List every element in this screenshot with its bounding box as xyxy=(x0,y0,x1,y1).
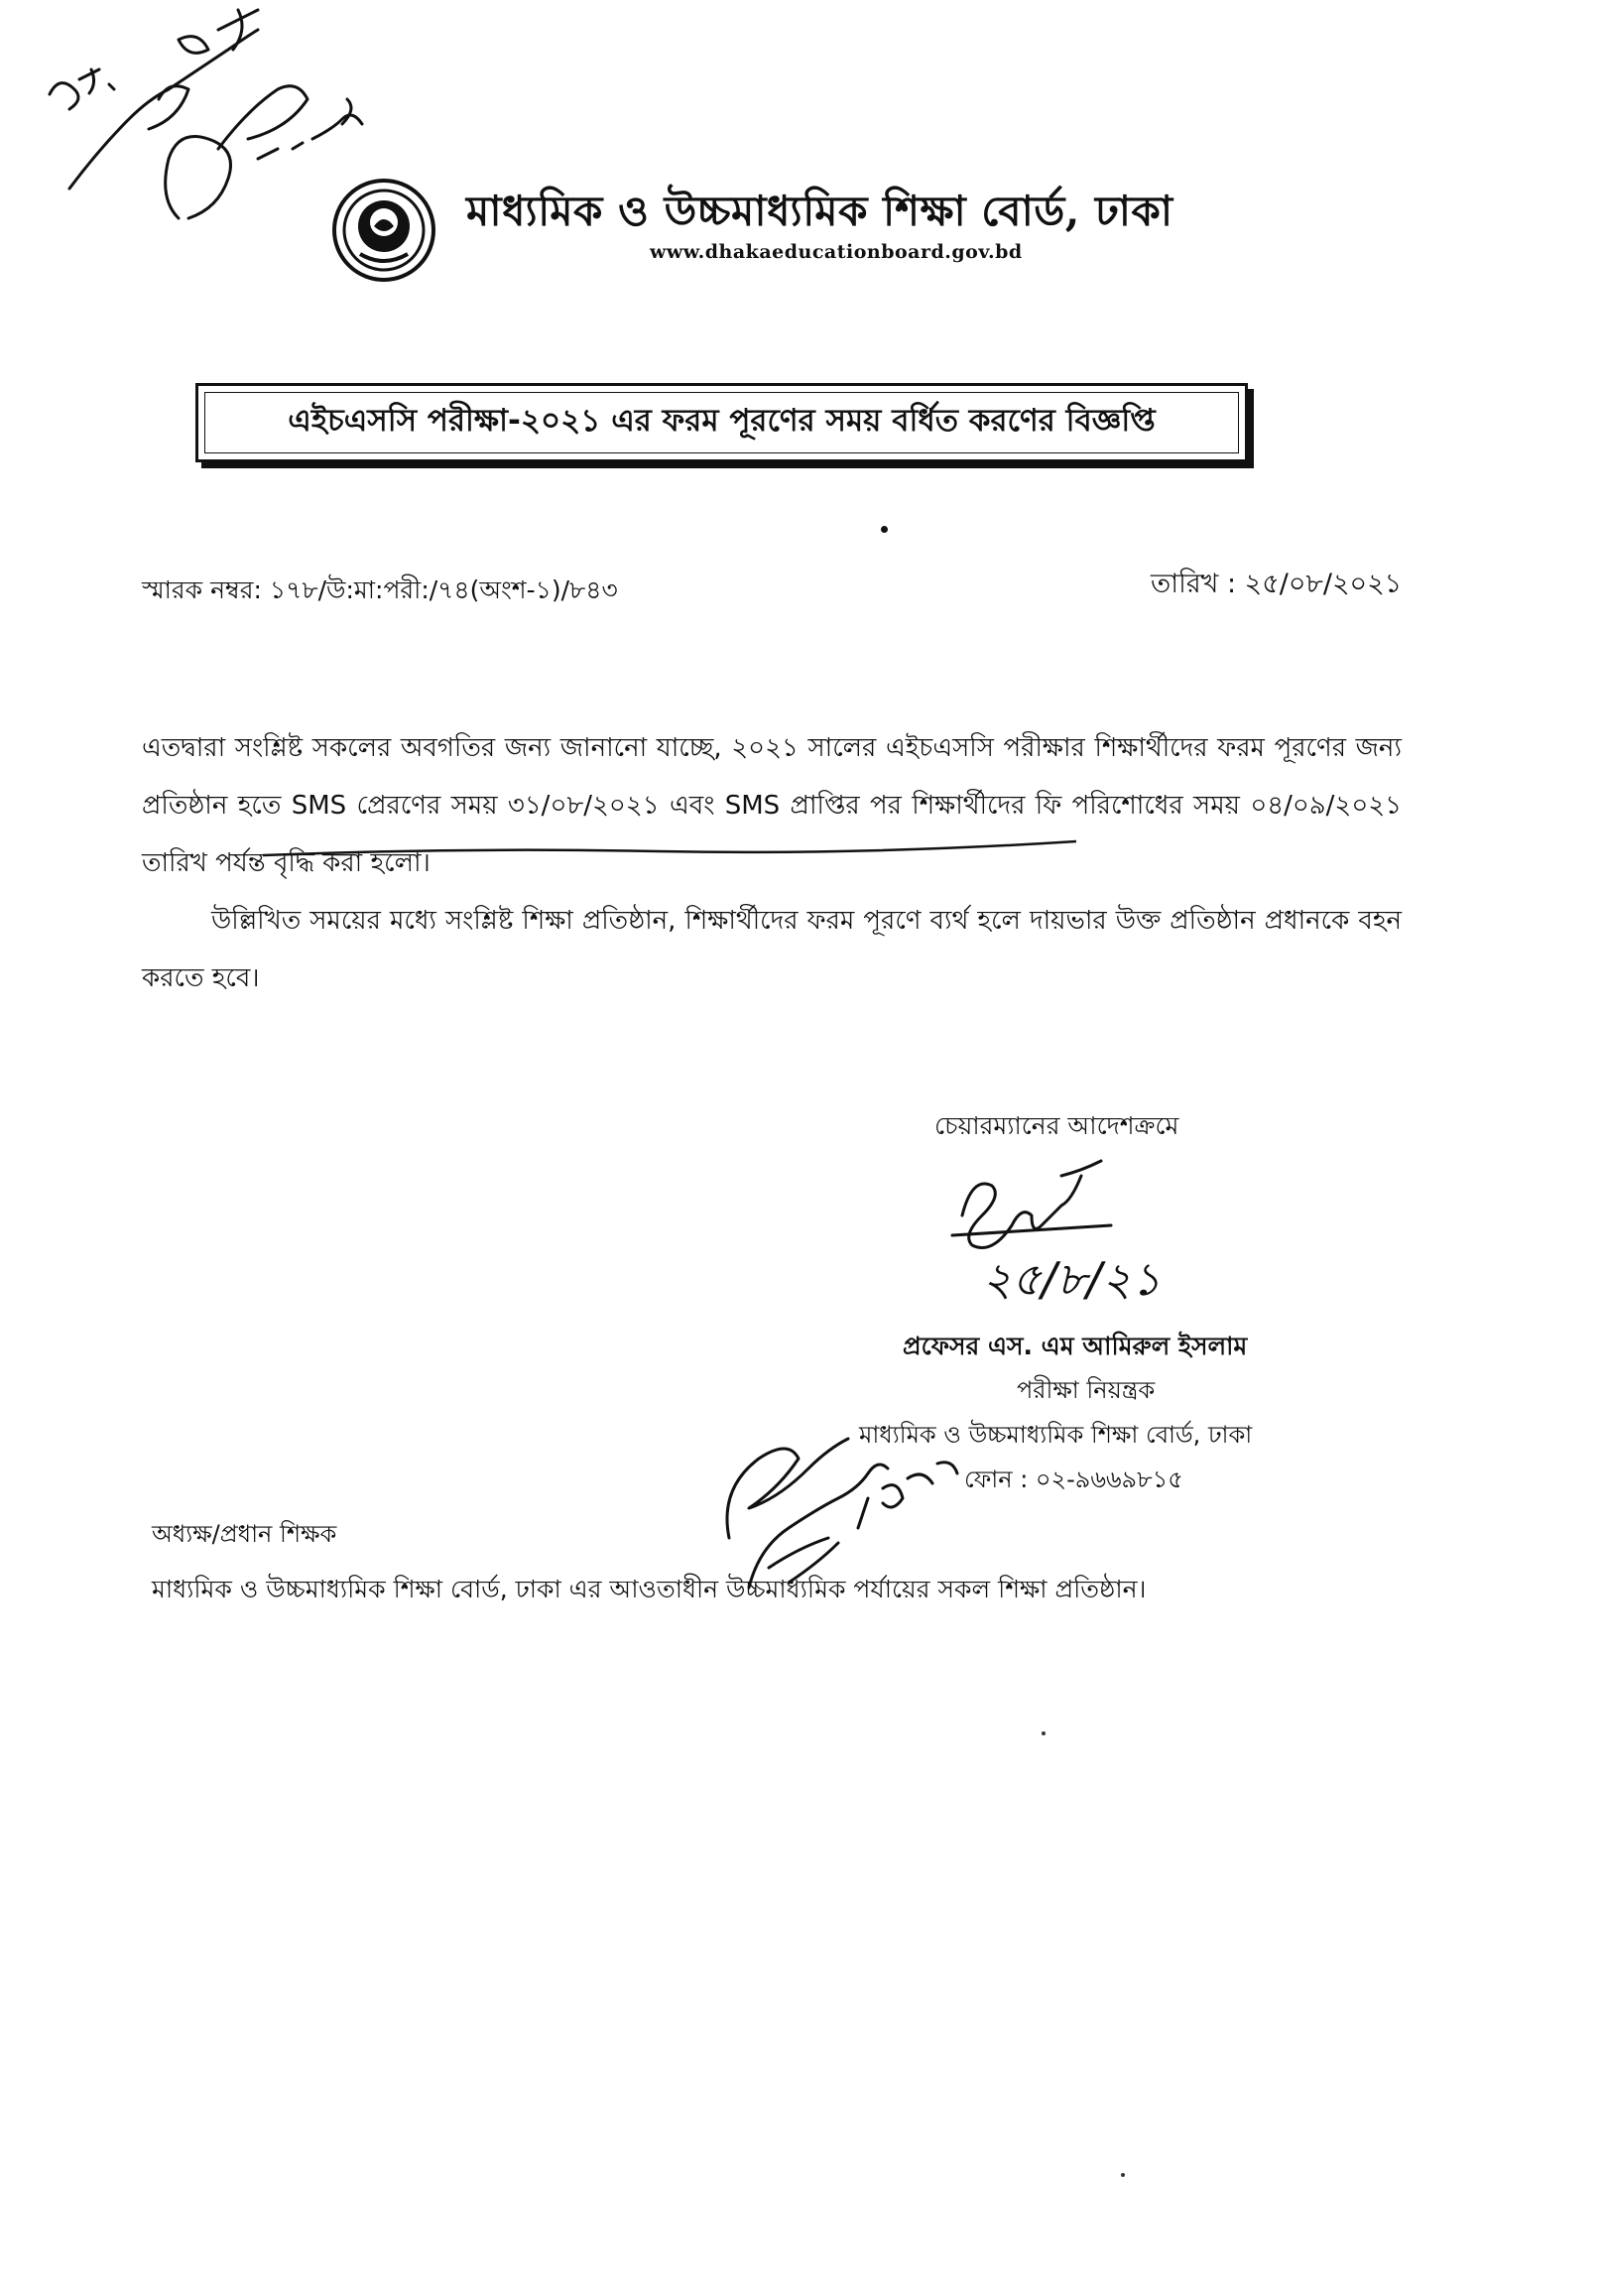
education-board-seal-icon xyxy=(330,177,437,284)
signatory-name: প্রফেসর এস. এম আমিরুল ইসলাম xyxy=(903,1332,1248,1360)
board-name-heading: মাধ্যমিক ও উচ্চমাধ্যমিক শিক্ষা বোর্ড, ঢাকা xyxy=(466,187,1173,235)
signatory-organization: মাধ্যমিক ও উচ্চমাধ্যমিক শিক্ষা বোর্ড, ঢাকা xyxy=(859,1421,1253,1449)
scan-speck xyxy=(881,526,888,533)
notice-title: এইচএসসি পরীক্ষা-২০২১ এর ফরম পূরণের সময় বর্ধিত করণের বিজ্ঞপ্তি xyxy=(288,403,1156,439)
memo-number: স্মারক নম্বর: ১৭৮/উ:মা:পরী:/৭৪(অংশ-১)/৮৪৩ xyxy=(142,575,618,604)
scan-speck xyxy=(1042,1731,1046,1735)
body-paragraph-2: উল্লিখিত সময়ের মধ্যে সংশ্লিষ্ট শিক্ষা প্রতিষ্ঠান, শিক্ষার্থীদের ফরম পূরণে ব্যর্থ হলে দায়ভার উক্ত প্রতিষ্ঠান প্রধানকে বহন করতে হবে। xyxy=(142,906,1402,993)
board-website: www.dhakaeducationboard.gov.bd xyxy=(650,241,1023,263)
signatory-designation: পরীক্ষা নিয়ন্ত্রক xyxy=(1017,1376,1156,1404)
notice-title-box xyxy=(195,383,1248,462)
signatory-phone: ফোন : ০২-৯৬৬৯৮১৫ xyxy=(964,1466,1183,1493)
handwritten-underline xyxy=(263,835,1076,865)
body-paragraph-1: এতদ্বারা সংশ্লিষ্ট সকলের অবগতির জন্য জানানো যাচ্ছে, ২০২১ সালের এইচএসসি পরীক্ষার শিক্ষার্থীদের ফরম পূরণের জন্য প্রতিষ্ঠান হতে SMS প্রেরণের সময় ৩১/০৮/২০২১ এবং SMS প্রাপ্তির পর শিক্ষার্থীদের ফি পরিশোধের সময় ০৪/০৯/২০২১ তারিখ পর্যন্ত বৃদ্ধি করা হলো। xyxy=(142,733,1402,878)
by-order-of-chairman: চেয়ারম্যানের আদেশক্রমে xyxy=(934,1111,1179,1140)
recipient-role: অধ্যক্ষ/প্রধান শিক্ষক xyxy=(152,1520,337,1548)
notice-date: তারিখ : ২৫/০৮/২০২১ xyxy=(1151,569,1403,599)
signed-date: ২৫/৮/২১ xyxy=(982,1252,1162,1306)
recipient-organization: মাধ্যমিক ও উচ্চমাধ্যমিক শিক্ষা বোর্ড, ঢাকা এর আওতাধীন উচ্চমাধ্যমিক পর্যায়ের সকল শিক্ষা প্রতিষ্ঠান। xyxy=(152,1575,1147,1603)
controller-signature xyxy=(942,1156,1260,1315)
secondary-signature xyxy=(709,1419,977,1593)
scan-speck xyxy=(1121,2173,1125,2177)
notice-title-inner-border xyxy=(204,392,1239,453)
handwritten-annotation-text: প্র.ঃ সংশ্লিষ্ট শাখায় দিন xyxy=(30,0,40,1)
